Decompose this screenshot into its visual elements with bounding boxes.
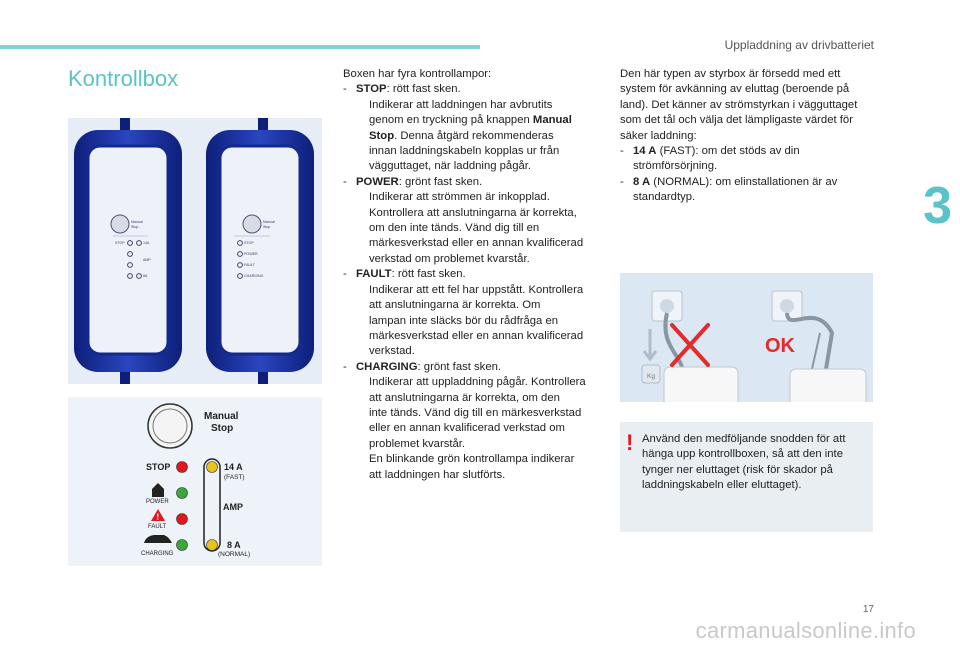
hanging-box-photo: [620, 273, 873, 402]
charging-desc-line: att anslutningarna är korrekta, om den: [369, 391, 560, 404]
power-line: : grönt fast sken.: [398, 175, 483, 188]
detection-line: som det tål och välja det lämpligaste värdet för: [620, 114, 853, 127]
box-b-power-text: POWER: [244, 252, 258, 256]
power-desc-line: Indikerar att strömmen är inkopplad.: [369, 191, 550, 204]
charging-desc-line: problemet kvarstår.: [369, 437, 466, 450]
amp-normal-text: (NORMAL): [218, 551, 251, 558]
kg-text: Kg: [647, 373, 655, 380]
power-item: - POWER: grönt fast sken.: [343, 175, 483, 188]
fault-desc-line: märkesverkstad eller en annan kvalificerad: [369, 329, 584, 342]
charging-desc-line: En blinkande grön kontrollampa indikerar: [369, 453, 575, 466]
amp-8a-term: 8 A: [633, 175, 651, 188]
svg-text:!: !: [156, 512, 160, 522]
control-panel-illustration: [68, 397, 322, 566]
charging-term: CHARGING: [356, 360, 418, 373]
stop-desc-line: Indikerar att laddningen har avbrutits: [369, 98, 553, 111]
power-desc-line: verkstad om problemet kvarstår.: [369, 252, 530, 265]
power-desc-line: Kontrollera att anslutningarna är korrekta,: [369, 206, 577, 219]
charging-led: [177, 540, 188, 551]
chapter-number: 3: [923, 177, 952, 235]
ok-label: OK: [765, 335, 795, 357]
detection-line: Den här typen av styrbox är försedd med ett: [620, 68, 841, 80]
stop-term: STOP: [356, 83, 387, 96]
stop-line: : rött fast sken.: [386, 83, 461, 96]
amp-14a-led: [207, 462, 218, 473]
manual-term: Manual: [532, 114, 572, 127]
control-box-photo: [68, 118, 322, 384]
socket-detection-text: [620, 67, 885, 206]
power-text: POWER: [146, 499, 169, 505]
stop-desc-line: vägguttaget, när laddning pågår.: [369, 160, 532, 173]
stop-label: Stop: [211, 423, 234, 434]
warning-line: hänga upp kontrollboxen, så att den inte: [642, 448, 843, 461]
section-header: Uppladdning av drivbatteriet: [724, 38, 874, 52]
charging-text: CHARGING: [141, 551, 174, 557]
amp-14a-text: 14 A: [224, 462, 243, 472]
hanging-box-illustration: [620, 273, 873, 402]
detection-line: säker laddning:: [620, 129, 697, 142]
stop-text: STOP: [146, 462, 171, 472]
warning-line: Använd den medföljande snodden för att: [642, 433, 846, 445]
manual-label: Manual: [204, 411, 239, 422]
box-b-charging-text: CHARGING: [244, 274, 264, 278]
fault-text: FAULT: [148, 524, 167, 530]
box-b-stop-label: Stop: [263, 225, 271, 229]
box-b-manual-label: Manual: [263, 220, 275, 224]
charging-desc-line: Indikerar att uppladdning pågår. Kontrollera: [369, 376, 586, 389]
detection-line: land). Det känner av strömstyrkan i vägguttaget: [620, 98, 858, 111]
manual-stop-button: [148, 404, 192, 448]
charging-item: - CHARGING: grönt fast sken.: [343, 360, 502, 373]
control-panel-diagram: [68, 397, 322, 566]
charging-line: : grönt fast sken.: [417, 360, 502, 373]
amp-14a-line: (FAST): om det stöds av din: [656, 145, 800, 158]
stop-desc-line: . Denna åtgärd rekommenderas: [394, 129, 554, 142]
warning-line: tynger ner eluttaget (risk för skador på: [642, 463, 833, 476]
charging-desc-line: inte tänds. Vänd dig till en märkesverkstad: [369, 406, 582, 419]
amp-8a-item: - 8 A (NORMAL): om elinstallationen är av: [620, 175, 838, 188]
box-a-8a-text: 8A: [143, 274, 148, 278]
watermark: carmanualsonline.info: [695, 618, 916, 643]
box-a-stop-text: STOP: [115, 241, 125, 245]
box-a-14a-text: 14A: [143, 241, 150, 245]
box-a-amp-text: AMP: [143, 258, 151, 262]
amp-14a-line: strömförsörjning.: [633, 160, 718, 173]
warning-line: laddningskabeln eller eluttaget).: [642, 479, 802, 492]
warning-text: [642, 432, 864, 494]
stop-desc-line: genom en tryckning på knappen: [369, 114, 533, 127]
box-b-fault-text: FAULT: [244, 263, 255, 267]
stop-term-inline: Stop: [369, 129, 395, 142]
amp-14a-term: 14 A: [633, 145, 657, 158]
charging-desc-line: att laddningen har slutförts.: [369, 468, 506, 481]
page-title: Kontrollbox: [68, 66, 179, 91]
fault-led: [177, 514, 188, 525]
fault-term: FAULT: [356, 268, 392, 281]
amp-8a-text: 8 A: [227, 540, 241, 550]
stop-led: [177, 462, 188, 473]
fault-desc-line: verkstad.: [369, 345, 415, 358]
lamps-intro: Boxen har fyra kontrollampor:: [343, 68, 492, 80]
fault-desc-line: Indikerar att ett fel har uppstått. Kontrollera: [369, 283, 584, 296]
control-box-illustration: [68, 118, 322, 384]
power-led: [177, 488, 188, 499]
power-desc-line: märkesverkstad eller en annan kvalificerad: [369, 237, 584, 250]
box-b-stop-text: STOP: [244, 241, 254, 245]
page-number: 17: [862, 604, 874, 615]
power-desc-line: om den inte tänds. Vänd dig till en: [369, 222, 540, 235]
stop-desc-line: innan laddningskabeln kopplas ur från: [369, 145, 560, 158]
charging-desc-line: eller en annan kvalificerad verkstad om: [369, 422, 565, 435]
box-a-manual-label: Manual: [131, 220, 143, 224]
fault-line: : rött fast sken.: [391, 268, 466, 281]
warning-mark-icon: !: [626, 430, 634, 455]
amp-8a-line: (NORMAL): om elinstallationen är av: [650, 175, 838, 188]
fault-desc-line: lampan inte släcks bör du rådfråga en: [369, 314, 559, 327]
power-term: POWER: [356, 175, 399, 188]
amp-fast-text: (FAST): [224, 474, 245, 481]
warning-box: [620, 422, 873, 532]
amp-8a-line: standardtyp.: [633, 191, 696, 204]
amp-8a-led: [207, 540, 218, 551]
detection-line: system för avkänning av eluttag (beroende på: [620, 83, 850, 96]
header-accent-bar: [0, 45, 480, 49]
fault-desc-line: att anslutningarna är korrekta. Om: [369, 299, 541, 312]
amp-text: AMP: [223, 502, 243, 512]
fault-item: - FAULT: rött fast sken.: [343, 268, 466, 281]
lamps-description: [343, 67, 605, 483]
box-a-stop-label: Stop: [131, 225, 139, 229]
amp-14a-item: - 14 A (FAST): om det stöds av din: [620, 145, 800, 158]
stop-item: - STOP: rött fast sken.: [343, 83, 461, 96]
home-icon: [152, 483, 164, 497]
car-icon: [144, 535, 172, 543]
